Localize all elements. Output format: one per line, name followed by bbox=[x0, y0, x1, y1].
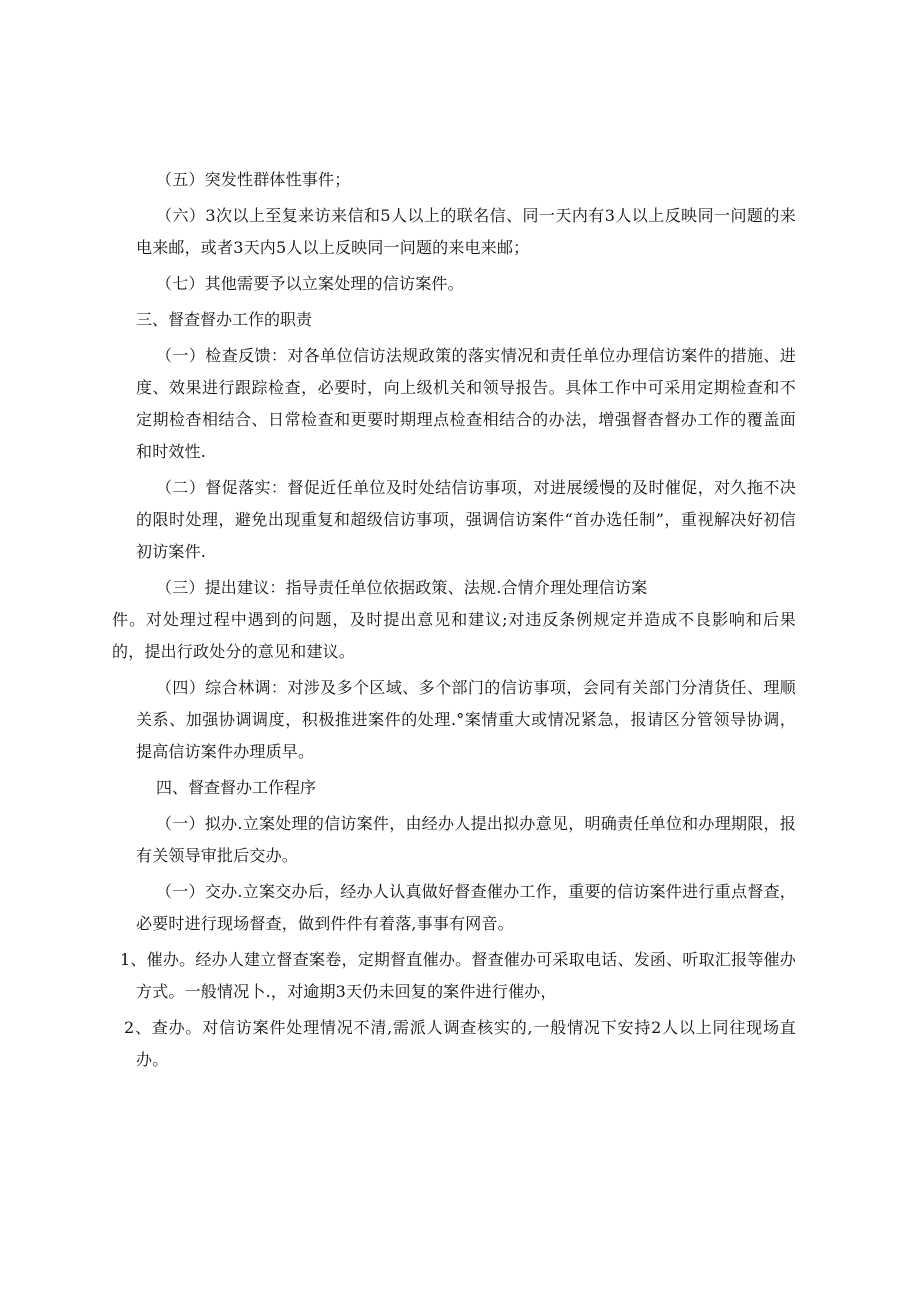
section-heading-3: 三、督查督办工作的职责 bbox=[136, 310, 313, 329]
paragraph-duty-3-line-2: 件。对处理过程中遇到的问题，及时提出意见和建议;对违反条例规定并造成不良影响和后果的，提出行政处分的意见和建议。 bbox=[112, 610, 796, 661]
section-heading-4: 四、督查督办工作程序 bbox=[156, 778, 317, 797]
paragraph-item-7: （七）其他需要予以立案处理的信访案件。 bbox=[156, 274, 464, 293]
paragraph-duty-3-line-1: （三）提出建议：指导责任单位依据政策、法规.合情介理处理信访案 bbox=[156, 578, 648, 597]
paragraph-duty-2: （二）督促落实：督促近任单位及时处结信访事项，对进展缓慢的及时催促，对久拖不决的限时处理，避免出现重复和超级信访事项，强调信访案件“首办选任制”，重视解决好初信初访案件. bbox=[136, 478, 796, 561]
document-body bbox=[112, 164, 796, 1080]
paragraph-item-6: （六）3次以上至复来访来信和5人以上的联名信、同一天内有3人以上反映同一问题的来电来邮，或者3天内5人以上反映同一问题的来电来邮； bbox=[136, 206, 796, 257]
paragraph-duty-1: （一）检查反馈：对各单位信访法规政策的落实情况和责任单位办理信访案件的措施、进度、效果进行跟踪检查，必要时，向上级机关和领导报告。具体工作中可采用定期检查和不定期检杳相结合、日常检查和更要时期理点检查相结合的办法，增强督杳督办工作的覆盖面和时效性. bbox=[136, 346, 796, 461]
paragraph-procedure-2-1: 1、催办。经办人建立督查案卷，定期督直催办。督查催办可采取电话、发函、听取汇报等催办方式。一般情况卜.，对逾期3天仍未回复的案件进行催办， bbox=[120, 950, 796, 1001]
paragraph-procedure-1: （一）拟办.立案处理的信访案件，由经办人提出拟办意见，明确责任单位和办理期限，报有关领导审批后交办。 bbox=[136, 814, 796, 865]
paragraph-item-5: （五）突发性群体性事件； bbox=[156, 170, 351, 189]
paragraph-procedure-2-2: 2、查办。对信访案件处理情况不清,需派人调查核实的,一般情况下安持2人以上同往现场直办。 bbox=[124, 1018, 796, 1069]
paragraph-procedure-2: （一）交办.立案交办后，经办人认真做好督查催办工作，重要的信访案件进行重点督查，必要时进行现场督查，做到件件有着落,事事有网音。 bbox=[136, 882, 796, 933]
paragraph-duty-4: （四）综合林调：对涉及多个区域、多个部门的信访事项，会同有关部门分清货任、理顺关系、加强协调调度，积极推进案件的处理.°案情重大或情况紧急，报请区分管领导协调，提高信访案件办理质早。 bbox=[136, 678, 796, 761]
